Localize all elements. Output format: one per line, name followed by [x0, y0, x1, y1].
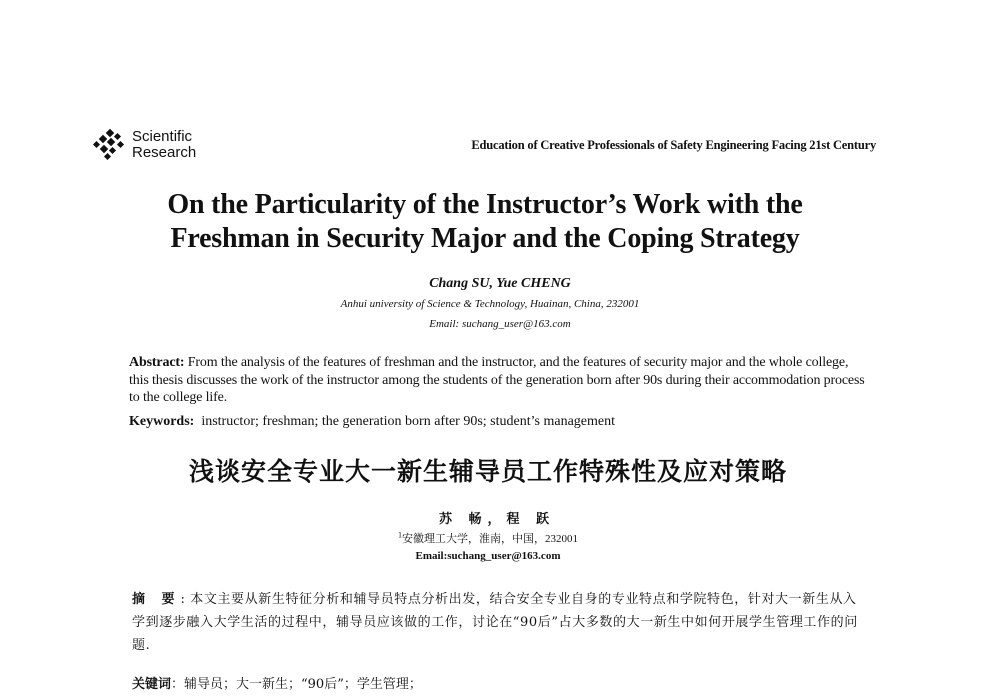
- logo-text: [132, 129, 196, 161]
- chinese-title: 浅谈安全专业大一新生辅导员工作特殊性及应对策略: [188, 457, 787, 486]
- abstract-label: Abstract:: [129, 355, 185, 370]
- chinese-authors: 苏 畅，程 跃: [438, 512, 556, 527]
- chinese-email: Email:suchang_user@163.com: [415, 550, 561, 562]
- paper-title-line-1: On the Particularity of the Instructor’s Work with the: [167, 189, 803, 220]
- keywords: [129, 413, 871, 430]
- chinese-keywords-text: ：辅导员；大一新生；“90后”；学生管理；: [171, 677, 422, 692]
- chinese-abstract-text: : 本文主要从新生特征分析和辅导员特点分析出发，结合安全专业自身的专业特点和学院特色，针对大一新生从入学到逐步融入大学生活的过程中，辅导员应该做的工作，讨论在“90后”占大多数的大一新生中如何开展学生管理工作的问题.: [132, 592, 858, 653]
- chinese-keywords-label: 关键词: [132, 677, 172, 692]
- logo-line-1: Scientific: [132, 128, 193, 145]
- chinese-keywords: [132, 673, 867, 696]
- paper-title: [0, 188, 970, 256]
- running-head: Education of Creative Professionals of Safety Engineering Facing 21st Century: [471, 138, 876, 152]
- abstract: [129, 354, 871, 407]
- keywords-text: instructor; freshman; the generation born after 90s; student’s management: [201, 414, 615, 429]
- keywords-label: Keywords:: [129, 414, 195, 429]
- chinese-abstract: [132, 588, 867, 657]
- publisher-logo: [93, 128, 196, 162]
- chinese-affiliation-text: 安徽理工大学，淮南，中国，232001: [402, 533, 578, 545]
- author-email: Email: suchang_user@163.com: [429, 318, 571, 330]
- chinese-affiliation: [0, 530, 976, 546]
- affiliation-superscript: 1: [398, 530, 402, 540]
- chinese-abstract-label: 摘 要: [132, 592, 181, 607]
- abstract-text: From the analysis of the features of freshman and the instructor, and the features of security major and the whole college, this thesis discusses the work of the instructor among the students of the generation born after 90s during their accommodation process to the college life.: [129, 355, 865, 405]
- affiliation: Anhui university of Science & Technology, Huainan, China, 232001: [340, 298, 640, 310]
- logo-line-2: Research: [132, 144, 197, 161]
- paper-title-line-2: Freshman in Security Major and the Coping Strategy: [170, 223, 800, 254]
- authors: Chang SU, Yue CHENG: [429, 276, 571, 291]
- scientific-research-logo-icon: [93, 128, 129, 162]
